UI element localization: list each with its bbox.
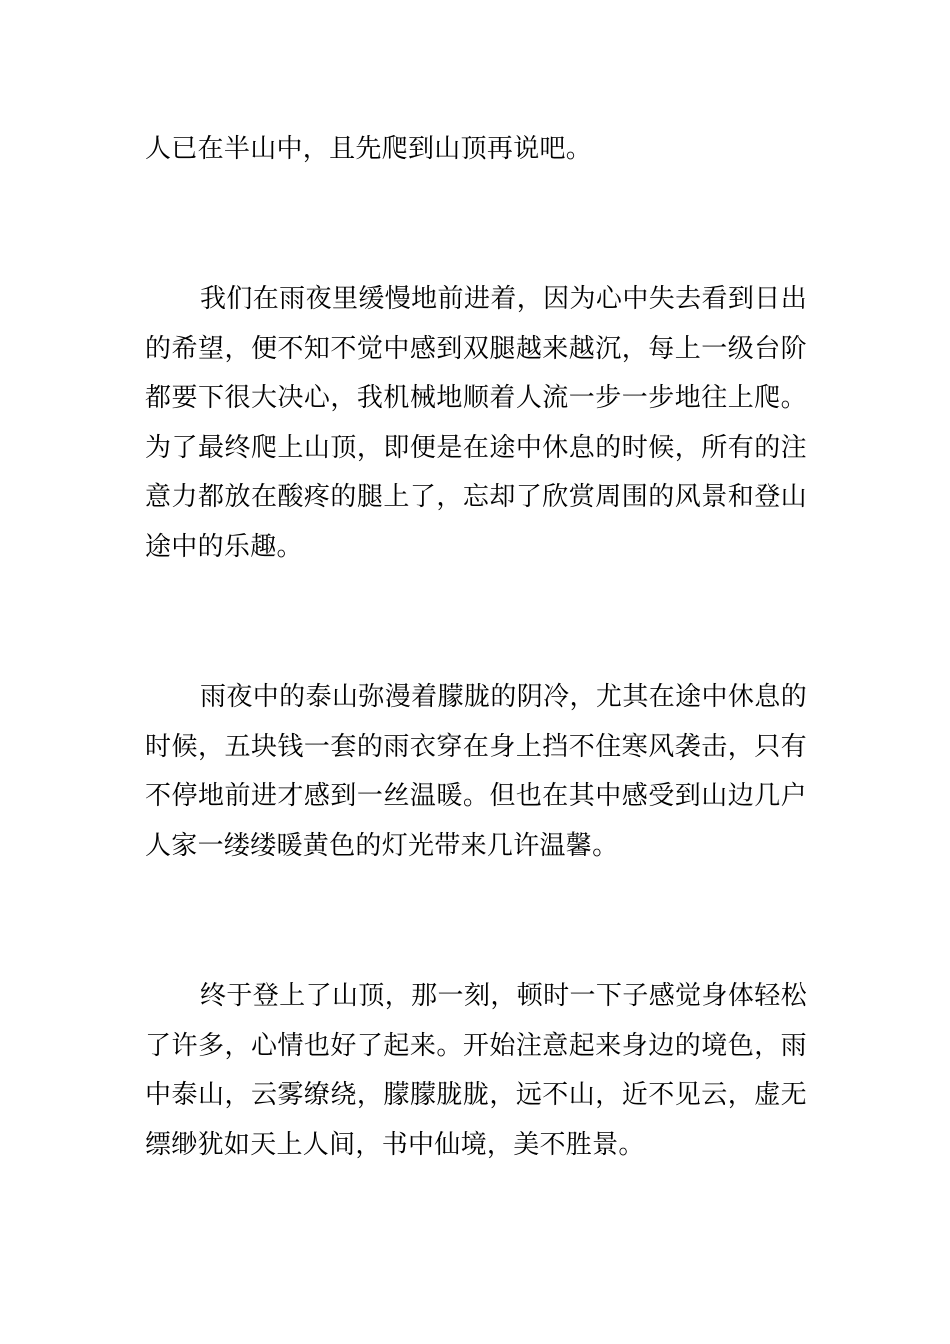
paragraph-3: 雨夜中的泰山弥漫着朦胧的阴冷，尤其在途中休息的时候，五块钱一套的雨衣穿在身上挡不住寒风袭击，只有不停地前进才感到一丝温暖。但也在其中感受到山边几户人家一缕缕暖黄色的灯光带来几许温馨。	[145, 682, 807, 861]
paragraph-1: 人已在半山中，且先爬到山顶再说吧。	[145, 134, 593, 164]
paragraph-4: 终于登上了山顶，那一刻，顿时一下子感觉身体轻松了许多，心情也好了起来。开始注意起来身边的境色，雨中泰山，云雾缭绕，朦朦胧胧，远不山，近不见云，虚无缥缈犹如天上人间，书中仙境，美不胜景。	[145, 981, 807, 1160]
paragraph-2: 我们在雨夜里缓慢地前进着，因为心中失去看到日出的希望，便不知不觉中感到双腿越来越沉，每上一级台阶都要下很大决心，我机械地顺着人流一步一步地往上爬。为了最终爬上山顶，即便是在途中休息的时候，所有的注意力都放在酸疼的腿上了，忘却了欣赏周围的风景和登山途中的乐趣。	[145, 284, 807, 562]
